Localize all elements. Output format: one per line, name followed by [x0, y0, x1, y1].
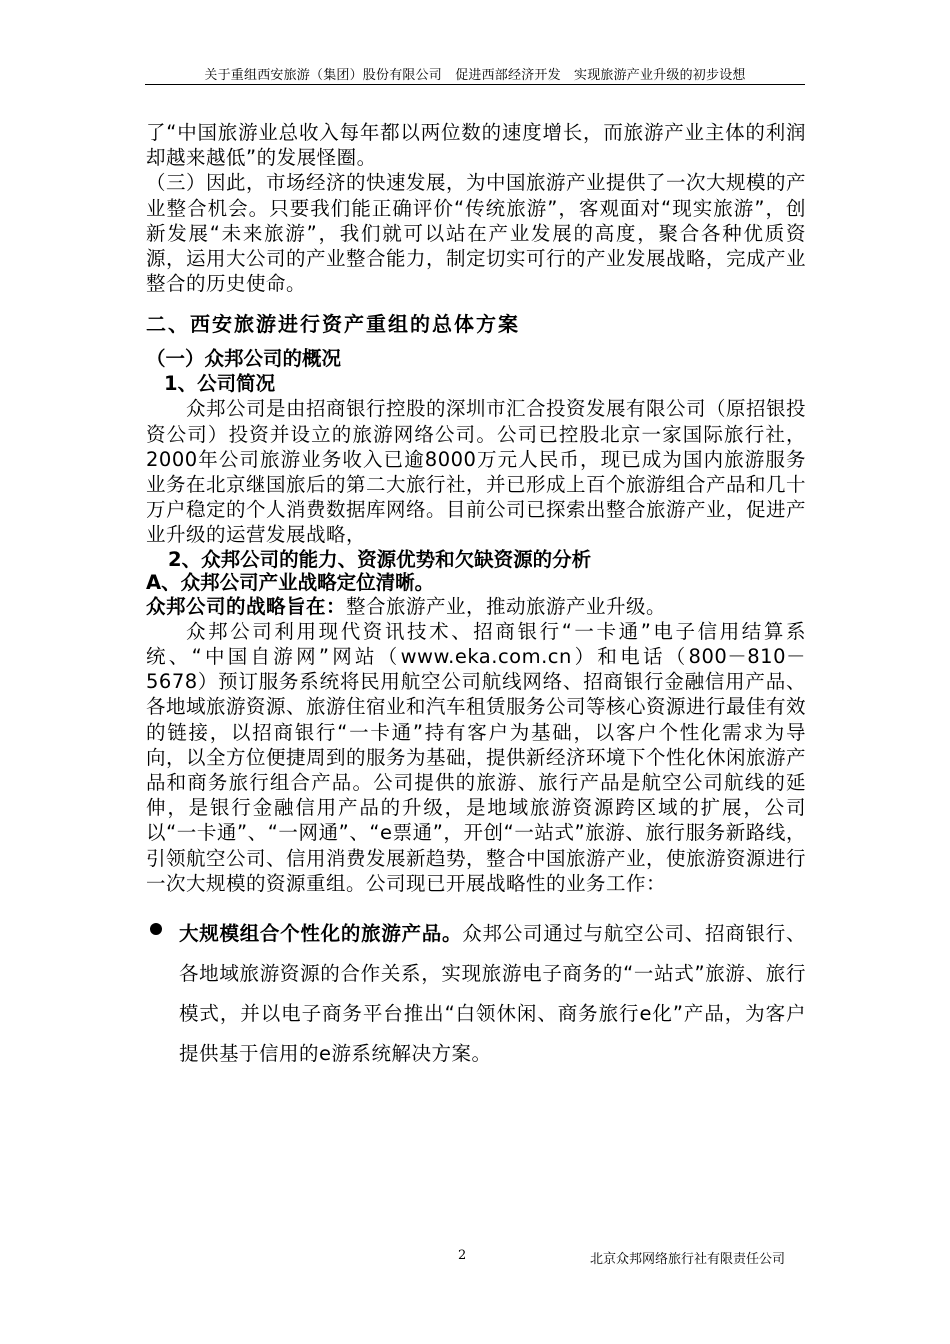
subsection-1-1-title: 1、公司简况	[164, 372, 276, 396]
header-rule	[145, 84, 805, 85]
bullet-item	[146, 914, 806, 1074]
strategy-paragraph	[146, 594, 806, 619]
paragraph-3: 众邦公司是由招商银行控股的深圳市汇合投资发展有限公司（原招银投资公司）投资并设立的旅游网络公司。公司已控股北京一家国际旅行社，2000年公司旅游业务收入已逾8000万元人民币，现已成为国内旅游服务业务在北京继国旅后的第二大旅行社，并已形成上百个旅游组合产品和几十万户稳定的个人消费数据库网络。目前公司已探索出整合旅游产业，促进产业升级的运营发展战略，	[146, 397, 807, 547]
running-header: 关于重组西安旅游（集团）股份有限公司 促进西部经济开发 实现旅游产业升级的初步设想	[204, 68, 746, 83]
bullet-body: 众邦公司通过与航空公司、招商银行、各地域旅游资源的合作关系，实现旅游电子商务的“一站式”旅游、旅行模式，并以电子商务平台推出“白领休闲、商务旅行e化”产品，为客户提供基于信用的e游系统解决方案。	[179, 922, 806, 1066]
bullet-text	[179, 914, 806, 1074]
page-number: 2	[458, 1248, 467, 1263]
footer-company: 北京众邦网络旅行社有限责任公司	[590, 1252, 786, 1267]
subsection-1-2-title: 2、众邦公司的能力、资源优势和欠缺资源的分析	[168, 547, 592, 571]
strategy-text: 整合旅游产业，推动旅游产业升级。	[346, 594, 667, 618]
bullet-bold-lead: 大规模组合个性化的旅游产品。	[179, 922, 463, 946]
page-content	[146, 120, 806, 1074]
bullet-icon	[150, 923, 162, 935]
paragraph-4: 众邦公司利用现代资讯技术、招商银行“一卡通”电子信用结算系统、“中国自游网”网站（www.eka.com.cn）和电话（800－810－5678）预订服务系统将民用航空公司航线网络、招商银行金融信用产品、各地域旅游资源、旅游住宿业和汽车租赁服务公司等核心资源进行最佳有效的链接，以招商银行“一卡通”持有客户为基础，以客户个性化需求为导向，以全方位便捷周到的服务为基础，提供新经济环境下个性化休闲旅游产品和商务旅行组合产品。公司提供的旅游、旅行产品是航空公司航线的延伸，是银行金融信用产品的升级，是地域旅游资源跨区域的扩展，公司以“一卡通”、“一网通”、“e票通”，开创“一站式”旅游、旅行服务新路线，引领航空公司、信用消费发展新趋势，整合中国旅游产业，使旅游资源进行一次大规模的资源重组。公司现已开展战略性的业务工作：	[146, 619, 807, 895]
strategy-label: 众邦公司的战略旨在：	[146, 594, 347, 618]
subsection-1-title: （一）众邦公司的概况	[146, 347, 342, 371]
paragraph-1: 了“中国旅游业总收入每年都以两位数的速度增长，而旅游产业主体的利润却越来越低”的发展怪圈。	[146, 121, 806, 170]
section-2-title: 二、西安旅游进行资产重组的总体方案	[146, 312, 520, 337]
paragraph-2: （三）因此，市场经济的快速发展，为中国旅游产业提供了一次大规模的产业整合机会。只要我们能正确评价“传统旅游”，客观面对“现实旅游”，创新发展“未来旅游”，我们就可以站在产业发展的高度，聚合各种优质资源，运用大公司的产业整合能力，制定切实可行的产业发展战略，完成产业整合的历史使命。	[146, 171, 807, 296]
point-a-title: A、众邦公司产业战略定位清晰。	[146, 570, 435, 594]
